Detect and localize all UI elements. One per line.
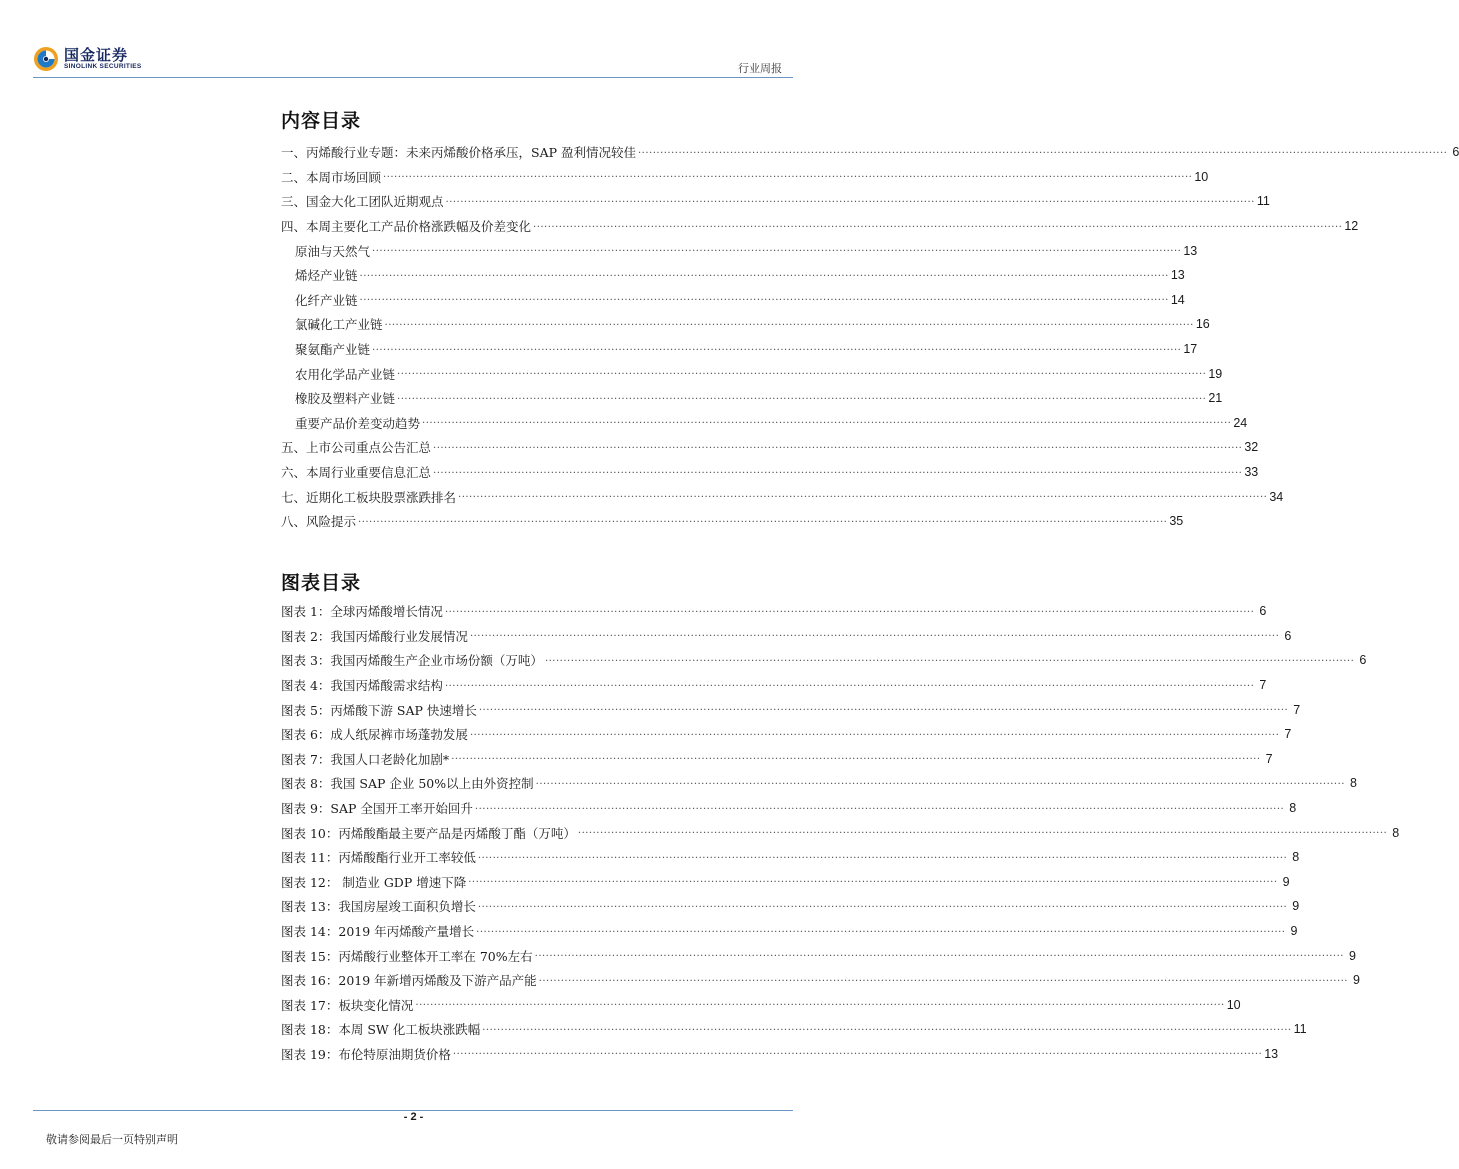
toc-entry-page: 17 <box>1183 342 1198 357</box>
figure-entry-label: 图表 1：全球丙烯酸增长情况 <box>281 604 443 620</box>
figure-entry-page: 9 <box>1349 948 1356 963</box>
figure-entry[interactable] <box>281 919 1298 944</box>
dot-leader: ............................................................................................................................................................................................................................ <box>637 144 1448 156</box>
figure-entry-page: 8 <box>1350 776 1357 791</box>
dot-leader: ............................................................................................................................................................................................................................ <box>422 415 1232 427</box>
sinolink-logo <box>33 46 142 72</box>
toc-entry[interactable] <box>281 140 1459 165</box>
figure-entry[interactable] <box>281 1017 1307 1042</box>
toc-entry-label: 七、近期化工板块股票涨跌排名 <box>281 489 457 505</box>
figure-entry-page: 6 <box>1284 628 1292 643</box>
report-type-label: 行业周报 <box>738 62 782 75</box>
toc-entry[interactable] <box>281 435 1259 460</box>
figure-entry[interactable] <box>281 624 1292 649</box>
figure-entry-page: 7 <box>1259 678 1267 693</box>
figure-entry-page: 9 <box>1353 973 1360 988</box>
header-divider <box>33 77 793 78</box>
figure-entry-label: 图表 17：板块变化情况 <box>281 997 414 1013</box>
dot-leader: ............................................................................................................................................................................................................................ <box>451 751 1261 763</box>
figure-entry[interactable] <box>281 697 1301 722</box>
figure-entry[interactable] <box>281 845 1300 870</box>
brand-name-cn: 国金证券 <box>64 46 129 64</box>
dot-leader: ............................................................................................................................................................................................................................ <box>397 366 1207 378</box>
dot-leader: ............................................................................................................................................................................................................................ <box>468 874 1278 886</box>
figure-entry[interactable] <box>281 870 1290 895</box>
dot-leader: ............................................................................................................................................................................................................................ <box>415 997 1225 1009</box>
toc-entry-page: 13 <box>1183 243 1198 258</box>
toc-entry[interactable] <box>281 386 1223 411</box>
dot-leader: ............................................................................................................................................................................................................................ <box>478 702 1289 714</box>
dot-leader: ............................................................................................................................................................................................................................ <box>482 1021 1292 1033</box>
toc-entry-label: 化纤产业链 <box>295 292 358 308</box>
dot-leader: ............................................................................................................................................................................................................................ <box>534 948 1344 960</box>
dot-leader: ............................................................................................................................................................................................................................ <box>359 267 1169 279</box>
page-number: - 2 - <box>403 1111 424 1123</box>
figure-entry-page: 10 <box>1226 997 1241 1012</box>
figure-entry-page: 9 <box>1292 899 1300 914</box>
figures-title: 图表目录 <box>281 572 362 594</box>
toc-entry-label: 重要产品价差变动趋势 <box>295 415 421 431</box>
dot-leader: ............................................................................................................................................................................................................................ <box>358 513 1168 525</box>
dot-leader: ............................................................................................................................................................................................................................ <box>476 923 1286 935</box>
figure-entry-page: 7 <box>1265 751 1273 766</box>
figure-entry-page: 8 <box>1392 825 1400 840</box>
figure-entry-page: 8 <box>1289 801 1297 816</box>
toc-entry-label: 橡胶及塑料产业链 <box>295 391 396 407</box>
figure-entry-label: 图表 10：丙烯酸酯最主要产品是丙烯酸丁酯（万吨） <box>281 825 576 841</box>
figure-entry-page: 7 <box>1284 727 1292 742</box>
figure-entry-label: 图表 16：2019 年新增丙烯酸及下游产品产能 <box>281 973 537 989</box>
dot-leader: ............................................................................................................................................................................................................................ <box>444 677 1255 689</box>
toc-entry-page: 21 <box>1208 391 1223 406</box>
toc-entry-label: 二、本周市场回顾 <box>281 169 382 185</box>
figure-entry-label: 图表 9：SAP 全国开工率开始回升 <box>281 801 473 817</box>
figure-entry-label: 图表 5：丙烯酸下游 SAP 快速增长 <box>281 702 477 718</box>
toc-entry-label: 烯烃产业链 <box>295 268 358 284</box>
figure-entry-page: 8 <box>1292 850 1300 865</box>
toc-entry-page: 13 <box>1170 268 1185 283</box>
figure-entry-label: 图表 15：丙烯酸行业整体开工率在 70%左右 <box>281 948 533 964</box>
toc-entry[interactable] <box>281 312 1210 337</box>
figure-entry-label: 图表 4：我国丙烯酸需求结构 <box>281 678 443 694</box>
toc-entry[interactable] <box>281 509 1184 534</box>
figure-entry[interactable] <box>281 796 1297 821</box>
figure-entry-label: 图表 6：成人纸尿裤市场蓬勃发展 <box>281 727 468 743</box>
dot-leader: ............................................................................................................................................................................................................................ <box>433 464 1243 476</box>
figure-entry[interactable] <box>281 648 1367 673</box>
figure-entry-label: 图表 2：我国丙烯酸行业发展情况 <box>281 628 468 644</box>
figure-entry-label: 图表 7：我国人口老龄化加剧* <box>281 751 450 767</box>
figure-entry-label: 图表 14：2019 年丙烯酸产量增长 <box>281 924 475 940</box>
toc-entry[interactable] <box>281 460 1259 485</box>
toc-entry-label: 一、丙烯酸行业专题：未来丙烯酸价格承压，SAP 盈利情况较佳 <box>281 145 636 161</box>
toc-entry-label: 五、上市公司重点公告汇总 <box>281 440 432 456</box>
dot-leader: ............................................................................................................................................................................................................................ <box>477 849 1288 861</box>
toc-entry-page: 10 <box>1194 169 1209 184</box>
toc-title: 内容目录 <box>281 110 362 132</box>
dot-leader: ............................................................................................................................................................................................................................ <box>477 898 1288 910</box>
toc-entry[interactable] <box>281 361 1223 386</box>
toc-entry-label: 原油与天然气 <box>295 243 371 259</box>
figure-entry-page: 7 <box>1293 702 1301 717</box>
figure-entry[interactable] <box>281 673 1267 698</box>
toc-entry-page: 6 <box>1452 145 1459 160</box>
toc-entry-page: 34 <box>1269 489 1284 504</box>
dot-leader: ............................................................................................................................................................................................................................ <box>372 341 1182 353</box>
dot-leader: ............................................................................................................................................................................................................................ <box>577 825 1388 837</box>
toc-entry[interactable] <box>281 484 1284 509</box>
dot-leader: ............................................................................................................................................................................................................................ <box>372 243 1182 255</box>
dot-leader: ............................................................................................................................................................................................................................ <box>469 628 1280 640</box>
toc-entry-label: 四、本周主要化工产品价格涨跌幅及价差变化 <box>281 219 532 235</box>
dot-leader: ............................................................................................................................................................................................................................ <box>433 439 1243 451</box>
dot-leader: ............................................................................................................................................................................................................................ <box>538 972 1348 984</box>
toc-entry-label: 氯碱化工产业链 <box>295 317 383 333</box>
dot-leader: ............................................................................................................................................................................................................................ <box>533 218 1343 230</box>
page-header <box>0 0 827 80</box>
figure-entry-label: 图表 13：我国房屋竣工面积负增长 <box>281 899 476 915</box>
figure-entry-page: 6 <box>1359 653 1367 668</box>
toc-entry-page: 32 <box>1244 440 1259 455</box>
figure-entry[interactable] <box>281 747 1273 772</box>
dot-leader: ............................................................................................................................................................................................................................ <box>384 316 1194 328</box>
toc-entry-page: 35 <box>1169 514 1184 529</box>
toc-entry-label: 八、风险提示 <box>281 514 357 530</box>
dot-leader: ............................................................................................................................................................................................................................ <box>458 489 1268 501</box>
dot-leader: ............................................................................................................................................................................................................................ <box>445 193 1255 205</box>
figure-entry[interactable] <box>281 943 1356 968</box>
toc-entry-page: 14 <box>1170 292 1185 307</box>
figures-list <box>281 599 1400 1066</box>
toc-entry-page: 11 <box>1256 194 1270 209</box>
toc-entry-label: 聚氨酯产业链 <box>295 342 371 358</box>
disclaimer-note: 敬请参阅最后一页特别声明 <box>46 1133 178 1146</box>
toc-entry-page: 12 <box>1344 219 1359 234</box>
toc-entry-page: 33 <box>1244 465 1259 480</box>
figure-entry[interactable] <box>281 722 1292 747</box>
dot-leader: ............................................................................................................................................................................................................................ <box>359 292 1169 304</box>
figure-entry-label: 图表 19：布伦特原油期货价格 <box>281 1046 451 1062</box>
figure-entry[interactable] <box>281 599 1267 624</box>
dot-leader: ............................................................................................................................................................................................................................ <box>535 775 1345 787</box>
figure-entry-label: 图表 8：我国 SAP 企业 50%以上由外资控制 <box>281 776 534 792</box>
dot-leader: ............................................................................................................................................................................................................................ <box>474 800 1285 812</box>
toc-entry[interactable] <box>281 165 1209 190</box>
figure-entry[interactable] <box>281 894 1300 919</box>
figure-entry-label: 图表 3：我国丙烯酸生产企业市场份额（万吨） <box>281 653 543 669</box>
figure-entry-page: 11 <box>1293 1022 1307 1037</box>
toc-entry[interactable] <box>281 411 1248 436</box>
dot-leader: ............................................................................................................................................................................................................................ <box>469 726 1280 738</box>
figure-entry-page: 9 <box>1282 874 1290 889</box>
toc-entry[interactable] <box>281 337 1198 362</box>
toc-list <box>281 140 1459 534</box>
figure-entry[interactable] <box>281 968 1360 993</box>
sinolink-logo-mark-icon <box>33 46 59 72</box>
dot-leader: ............................................................................................................................................................................................................................ <box>544 652 1355 664</box>
figure-entry-label: 图表 18：本周 SW 化工板块涨跌幅 <box>281 1022 481 1038</box>
dot-leader: ............................................................................................................................................................................................................................ <box>452 1046 1263 1058</box>
toc-entry-page: 19 <box>1208 366 1223 381</box>
figure-entry[interactable] <box>281 1042 1279 1067</box>
toc-entry-label: 农用化学品产业链 <box>295 366 396 382</box>
toc-entry[interactable] <box>281 238 1198 263</box>
toc-entry-page: 24 <box>1233 415 1248 430</box>
figure-entry-page: 9 <box>1290 924 1298 939</box>
toc-entry[interactable] <box>281 214 1359 239</box>
figure-entry[interactable] <box>281 993 1241 1018</box>
toc-entry[interactable] <box>281 263 1185 288</box>
figure-entry[interactable] <box>281 771 1357 796</box>
toc-entry-page: 16 <box>1195 317 1210 332</box>
toc-entry-label: 六、本周行业重要信息汇总 <box>281 465 432 481</box>
figure-entry-page: 6 <box>1259 604 1267 619</box>
figure-entry[interactable] <box>281 820 1400 845</box>
figure-entry-label: 图表 12： 制造业 GDP 增速下降 <box>281 874 467 890</box>
toc-entry-label: 三、国金大化工团队近期观点 <box>281 194 444 210</box>
dot-leader: ............................................................................................................................................................................................................................ <box>383 169 1193 181</box>
dot-leader: ............................................................................................................................................................................................................................ <box>444 603 1255 615</box>
brand-name-en: SINOLINK SECURITIES <box>64 63 142 70</box>
toc-entry[interactable] <box>281 288 1185 313</box>
figure-entry-label: 图表 11：丙烯酸酯行业开工率较低 <box>281 850 476 866</box>
dot-leader: ............................................................................................................................................................................................................................ <box>397 390 1207 402</box>
figure-entry-page: 13 <box>1264 1046 1279 1061</box>
toc-entry[interactable] <box>281 189 1270 214</box>
